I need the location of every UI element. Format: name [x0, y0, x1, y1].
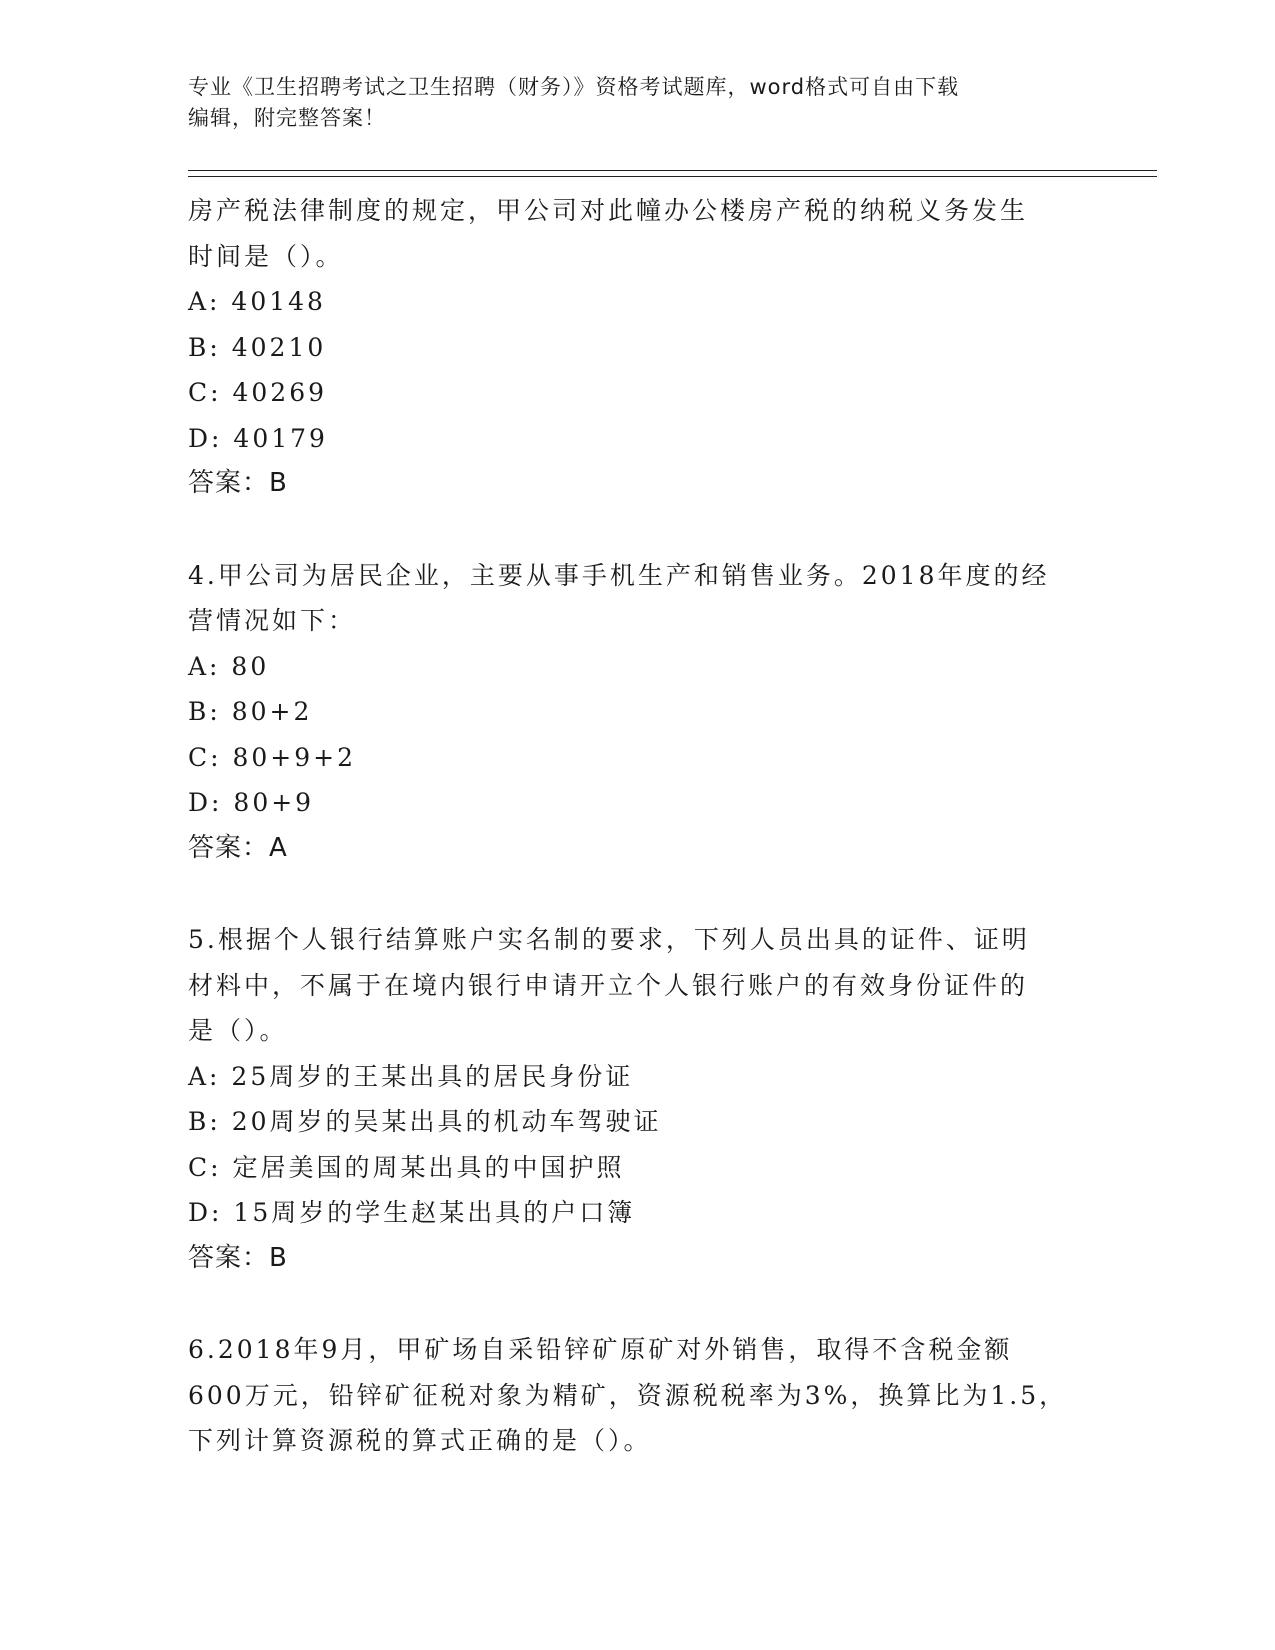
- header-divider-top: [188, 170, 1157, 171]
- header-divider-bottom: [188, 176, 1157, 177]
- question-text: 5.根据个人银行结算账户实名制的要求，下列人员出具的证件、证明: [188, 925, 1030, 954]
- question-text: 时间是（）。: [188, 241, 344, 271]
- spacer: [188, 871, 1068, 917]
- answer: 答案：B: [188, 1242, 288, 1273]
- document-header: [188, 72, 1088, 134]
- spacer: [188, 1281, 1068, 1327]
- header-line-2: 编辑，附完整答案！: [188, 106, 386, 130]
- question-5: [188, 917, 1068, 1281]
- option-a: A: 80: [188, 651, 270, 681]
- option-b: B: 40210: [188, 332, 327, 362]
- header-line-1: 专业《卫生招聘考试之卫生招聘（财务）》资格考试题库，word格式可自由下载: [188, 75, 960, 99]
- answer: 答案：B: [188, 468, 288, 498]
- question-text: 材料中，不属于在境内银行申请开立个人银行账户的有效身份证件的: [188, 970, 1029, 1000]
- option-c: C: 定居美国的周某出具的中国护照: [188, 1152, 625, 1182]
- question-text: 600万元，铅锌矿征税对象为精矿，资源税税率为3%，换算比为1.5，: [188, 1380, 1068, 1410]
- option-d: D: 80+9: [188, 788, 315, 817]
- option-d: D: 15周岁的学生赵某出具的户口簿: [188, 1198, 636, 1227]
- question-6: [188, 1327, 1068, 1464]
- option-b: B: 20周岁的吴某出具的机动车驾驶证: [188, 1107, 662, 1136]
- question-text: 4.甲公司为居民企业，主要从事手机生产和销售业务。2018年度的经: [188, 560, 1050, 590]
- question-text: 房产税法律制度的规定，甲公司对此幢办公楼房产税的纳税义务发生: [188, 196, 1029, 225]
- question-list: [188, 188, 1068, 1464]
- spacer: [188, 507, 1068, 553]
- question-text: 下列计算资源税的算式正确的是（）。: [188, 1426, 652, 1455]
- option-a: A: 40148: [188, 287, 326, 316]
- question-text: 是（）。: [188, 1016, 288, 1045]
- question-4: [188, 553, 1068, 872]
- option-b: B: 80+2: [188, 697, 313, 726]
- option-c: C: 40269: [188, 378, 328, 407]
- question-text: 营情况如下：: [188, 606, 357, 635]
- answer: 答案：A: [188, 832, 288, 863]
- question-3: [188, 188, 1068, 507]
- option-c: C: 80+9+2: [188, 742, 357, 772]
- option-a: A: 25周岁的王某出具的居民身份证: [188, 1061, 634, 1091]
- option-d: D: 40179: [188, 423, 328, 453]
- question-text: 6.2018年9月，甲矿场自采铅锌矿原矿对外销售，取得不含税金额: [188, 1335, 1013, 1364]
